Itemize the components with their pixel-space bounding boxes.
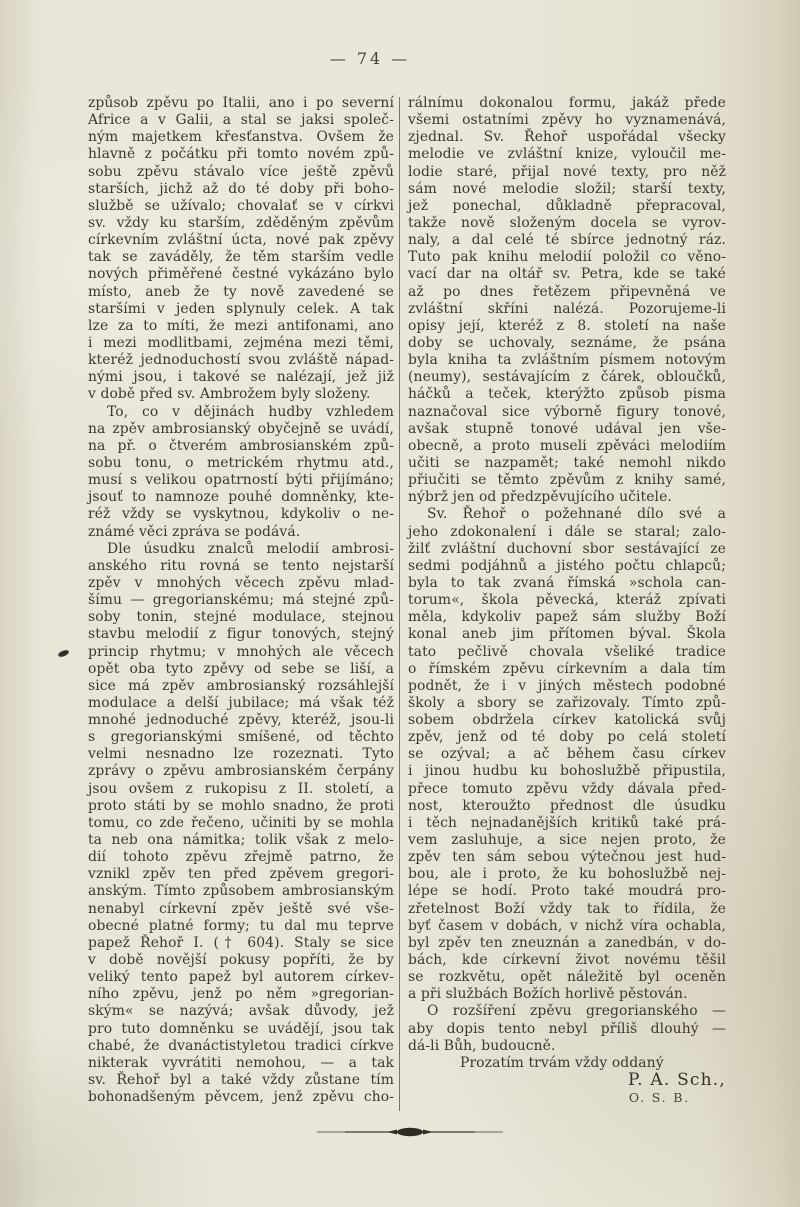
text-line: anského ritu rovná se tento nejstarší [88, 557, 394, 574]
text-line: místo, aneb že ty nově zavedené se [88, 283, 394, 300]
text-line: až po dnes řetězem připevněná ve [408, 283, 726, 300]
text-line: naly, a dal celé té sbírce jednotný ráz. [408, 232, 726, 249]
text-line: žilť zvláštní duchovní sbor sestávající ze [408, 540, 726, 557]
text-line: sice má zpěv ambrosianský rozsáhlejší [88, 677, 394, 694]
text-line: církevním zvláštní úcta, nové pak zpěvy [88, 232, 394, 249]
text-line: torum«, škola pěvecká, kteráž zpívati [408, 592, 726, 609]
right-column [408, 95, 726, 1106]
text-line: nenabyl církevní zpěv ještě své vše- [88, 900, 394, 917]
text-line: podnět, že i v jiných městech podobné [408, 677, 726, 694]
text-line: ta neb ona námitka; tolik však z melo- [88, 832, 394, 849]
text-line: naznačoval sice výborně figury tonové, [408, 403, 726, 420]
text-line: velmi nesnadno lze rozeznati. Tyto [88, 746, 394, 763]
text-line: tak se zaváděly, že těm starším vedle [88, 249, 394, 266]
text-line: známé věci zpráva se podává. [88, 523, 301, 540]
text-line: réž vždy se vyskytnou, kdykoliv o ne- [88, 506, 394, 523]
text-line: Africe a v Galii, a stal se jaksi společ- [88, 112, 394, 129]
text-line: na př. o čtverém ambrosianském způ- [88, 437, 394, 454]
signature-line: Prozatím trvám vždy oddaný [460, 1054, 664, 1071]
text-line: Tuto pak knihu melodií položil co věno- [408, 249, 726, 266]
text-line: takže nově složeným docela se vyrov- [408, 214, 726, 231]
text-line: musí s velikou opatrností býti přijímáno; [88, 472, 394, 489]
text-line: byla kniha ta zvláštním písmem notovým [408, 352, 726, 369]
text-line: sedmi podjáhnů a jistého počtu chlapců; [408, 557, 726, 574]
text-line: šímu — gregorianskému; má stejné způ- [88, 592, 394, 609]
text-line: nových přiměřené čestné vykázáno bylo [88, 266, 394, 283]
text-line: bohonadšeným pěvcem, jenž zpěvu cho- [88, 1089, 394, 1106]
text-line: veliký tento papež byl autorem církev- [88, 969, 394, 986]
end-ornament-divider [315, 1124, 505, 1144]
text-line: v době před sv. Ambrožem byly složeny. [88, 386, 371, 403]
text-line: starších, jichž až do té doby při boho- [88, 180, 394, 197]
text-line: bách, kde církevní život novému těšil [408, 952, 726, 969]
text-line: jsou ovšem z rukopisu z II. století, a [88, 780, 394, 797]
text-line: vem zasluhuje, a sice nejen proto, že [408, 832, 726, 849]
text-line: obecné platné formy; tu dal mu teprve [88, 917, 394, 934]
text-line: mnohé jednoduché zpěvy, kteréž, jsou-li [88, 712, 394, 729]
text-line: papež Řehoř I. († 604). Staly se sice [88, 934, 394, 951]
text-line: tato pečlivě chovala všeliké tradice [408, 643, 726, 660]
text-line: nikterak vyvrátiti nemohou, — a tak [88, 1054, 394, 1071]
text-line: kteréž jednoduchostí svou zvláště nápad- [88, 352, 394, 369]
text-line: s gregorianskými smíšené, od těchto [88, 729, 394, 746]
text-line: hlavně z počátku při tomto novém způ- [88, 146, 394, 163]
text-line: i těch nejnadanějších kritiků také prá- [408, 814, 726, 831]
text-line: zřetelnost Boží vždy tak to řídila, že [408, 900, 726, 917]
text-line: princip rhytmu; v mnohých ale věcech [88, 643, 394, 660]
text-line: modulace a delší jubilace; má však též [88, 694, 394, 711]
text-line: tomu, co zde řečeno, učiniti by se mohla [88, 814, 394, 831]
text-line: doby se uchovaly, seznáme, že psána [408, 334, 726, 351]
text-line: školy a sbory se zařizovaly. Tímto způ- [408, 694, 726, 711]
left-column [88, 95, 394, 1106]
text-line: O rozšíření zpěvu gregorianského — [427, 1003, 726, 1020]
signature-line: O. S. B. [628, 1090, 690, 1106]
text-line: Sv. Řehoř o požehnané dílo své a [427, 506, 726, 523]
signature-line: P. A. Sch., [627, 1070, 726, 1091]
text-line: i jinou hudbu ku bohoslužbě připustila, [408, 763, 726, 780]
text-line: i mezi modlitbami, zejména mezi těmi, [88, 334, 394, 351]
text-line: opisy její, kteréž z 8. století na naše [408, 317, 726, 334]
text-line: učiti se nazpamět; také nemohl nikdo [408, 454, 726, 471]
text-line: ního zpěvu, jenž po něm »gregorian- [88, 986, 394, 1003]
text-line: se rozkvětu, opět náležitě byl oceněn [408, 969, 726, 986]
text-line: vací dar na oltář sv. Petra, kde se také [408, 266, 726, 283]
text-line: a při službách Božích horlivě pěstován. [408, 986, 688, 1003]
text-line: nými jsou, i takové se nalézají, jež již [88, 369, 394, 386]
text-line: přece tomuto zpěvu vždy dávala před- [408, 780, 726, 797]
text-line: bou, ale i proto, že ku bohoslužbě nej- [408, 866, 726, 883]
text-line: byla to tak zvaná římská »schola can- [408, 574, 726, 591]
column-divider-rule [399, 97, 400, 1111]
text-line: sobu zpěvu stávalo více ještě zpěvů [88, 163, 394, 180]
text-line: nost, kteroužto přednost dle úsudku [408, 797, 726, 814]
text-line: zvláštní skříni nalézá. Pozorujeme-li [408, 300, 726, 317]
text-line: vznikl zpěv ten před zpěvem gregori- [88, 866, 394, 883]
text-line: všemi ostatními zpěvy ho vyznamenává, [408, 112, 726, 129]
text-line: zprávy o zpěvu ambrosianském čerpány [88, 763, 394, 780]
text-line: sobem obdržela církev katolická svůj [408, 712, 726, 729]
text-line: háčků a teček, kterýžto způsob pisma [408, 386, 726, 403]
text-line: dií tohoto zpěvu zřejmě patrno, že [88, 849, 394, 866]
text-line: sobu tonu, o metrickém rhytmu atd., [88, 454, 394, 471]
text-line: chabé, že dvanáctistyletou tradici církve [88, 1037, 394, 1054]
text-line: zpěv v mnohých věcech zpěvu mlad- [88, 574, 394, 591]
text-line: sv. Řehoř byl a také vždy zůstane tím [88, 1072, 394, 1089]
text-line: se ozýval; a ač během času církev [408, 746, 726, 763]
text-line: obecně, a proto museli zpěváci melodiím [408, 437, 726, 454]
text-line: způsob zpěvu po Italii, ano i po severní [88, 95, 394, 111]
text-line: pro tuto domněnku se uvádějí, jsou tak [88, 1020, 394, 1037]
text-line: staršími v jeden splynuly celek. A tak [88, 300, 394, 317]
text-line: nýbrž jen od předzpěvujícího učitele. [408, 489, 672, 506]
text-line: jež ponechal, důkladně přepracoval, [408, 197, 726, 214]
text-line: v době novější pokusy popříti, že by [88, 952, 394, 969]
text-line: byl zpěv ten zneuznán a zanedbán, v do- [408, 934, 726, 951]
text-line: jeho zdokonalení i dále se staral; zalo- [408, 523, 726, 540]
text-line: proto státi by se mohlo snadno, že proti [88, 797, 394, 814]
text-line: službě se užívalo; chovalať se v církvi [88, 197, 394, 214]
text-line: Dle úsudku znalců melodií ambrosi- [107, 540, 394, 557]
text-line: rálnímu dokonalou formu, jakáž přede [408, 95, 726, 111]
text-line: konal aneb jim přítomen býval. Škola [408, 626, 726, 643]
text-line: byť časem v dobách, v nichž víra ochabla, [408, 917, 726, 934]
text-line: opět oba tyto zpěvy od sebe se liší, a [88, 660, 394, 677]
ink-blot-mark [57, 649, 69, 658]
text-line: ským« se nazývá; avšak důvody, jež [88, 1003, 394, 1020]
text-line: (neumy), sestávajícím z čárek, obloučků, [408, 369, 726, 386]
text-line: stavbu melodií z figur tonových, stejný [88, 626, 394, 643]
text-line: ným majetkem křesťanstva. Ovšem že [88, 129, 394, 146]
text-line: melodie ve zvláštní knize, vyloučil me- [408, 146, 726, 163]
text-line: na zpěv ambrosianský obyčejně se uvádí, [88, 420, 394, 437]
text-line: lodie staré, přijal nové texty, pro něž [408, 163, 726, 180]
text-line: lze za to míti, že mezi antifonami, ano [88, 317, 394, 334]
text-line: soby tonin, stejné modulace, stejnou [88, 609, 394, 626]
text-line: o římském zpěvu církevním a dala tím [408, 660, 726, 677]
text-line: sv. vždy ku starším, zděděným zpěvům [88, 214, 394, 231]
text-line: dá-li Bůh, budoucně. [408, 1037, 556, 1054]
text-line: měla, kdykoliv papež sám služby Boží [408, 609, 726, 626]
page-number: — 74 — [329, 49, 411, 68]
text-line: zjednal. Sv. Řehoř uspořádal všecky [408, 129, 726, 146]
text-line: zpěv, jenž od té doby po celá století [408, 729, 726, 746]
text-line: To, co v dějinách hudby vzhledem [107, 403, 394, 420]
text-line: lépe se hodí. Proto také moudrá pro- [408, 883, 726, 900]
text-line: jsouť to namnoze pouhé domněnky, kte- [88, 489, 394, 506]
text-line: anským. Tímto způsobem ambrosianským [88, 883, 394, 900]
text-line: zpěv ten sám sebou výtečnou jest hud- [408, 849, 726, 866]
text-line: přiučiti se těmto zpěvům z knihy samé, [408, 472, 726, 489]
text-line: sám nové melodie složil; starší texty, [408, 180, 726, 197]
text-line: aby dopis tento nebyl příliš dlouhý — [408, 1020, 726, 1037]
text-line: avšak stupně tonové udával jen vše- [408, 420, 726, 437]
